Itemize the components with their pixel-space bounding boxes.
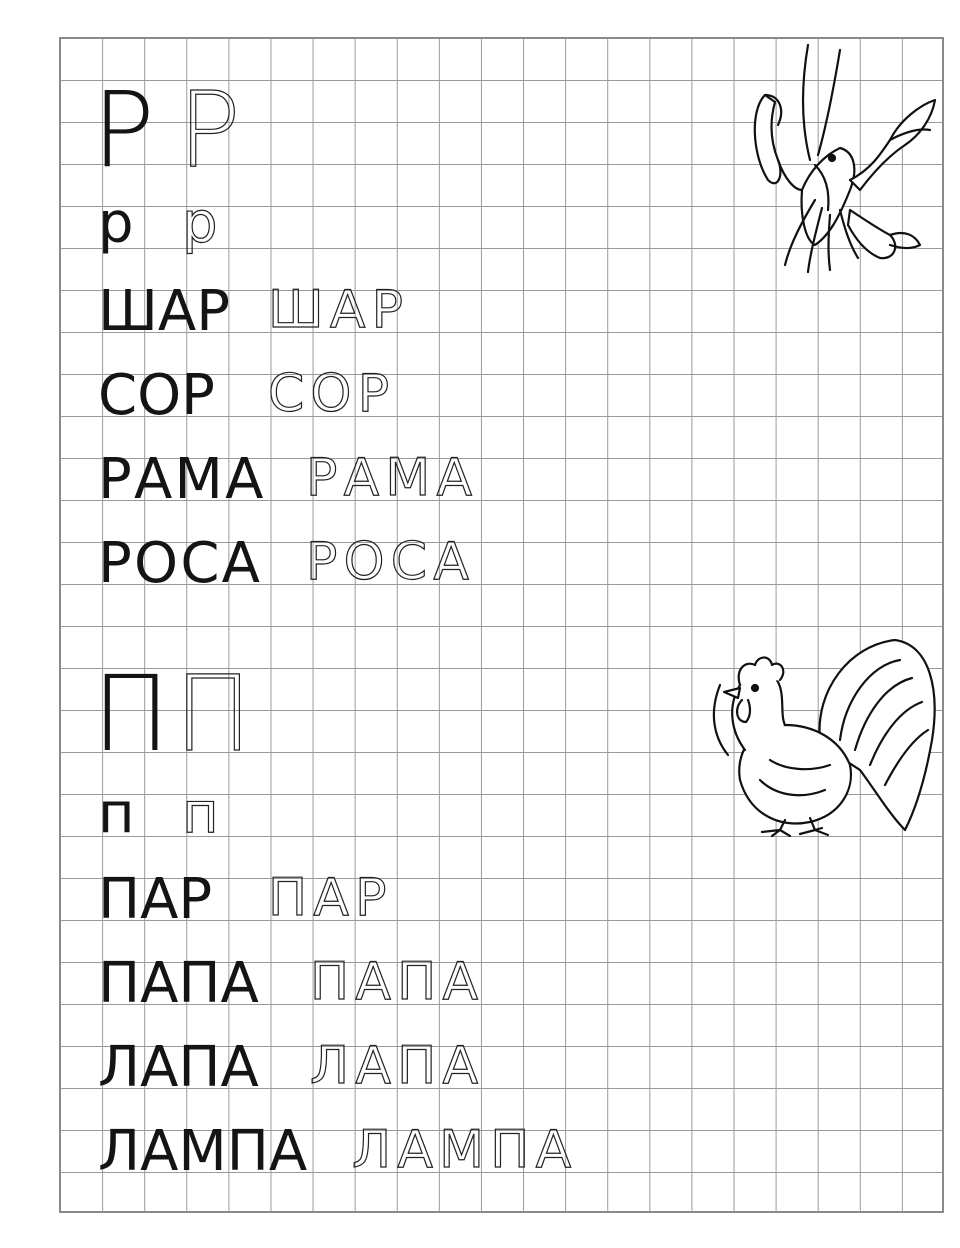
example-word-shar: ШАР — [98, 279, 230, 344]
example-word-par: ПАР — [98, 867, 213, 932]
example-word-papa: ПАПА — [98, 951, 259, 1016]
trace-word-lampa[interactable]: ЛАМПА — [352, 1120, 578, 1180]
example-word-sor: СОР — [98, 363, 215, 428]
example-word-rama: РАМА — [98, 447, 266, 512]
trace-letter-r-lower[interactable]: р — [182, 191, 225, 256]
trace-word-papa[interactable]: ПАПА — [310, 952, 485, 1012]
example-letter-p-lower: п — [98, 781, 135, 846]
crayfish-illustration — [740, 40, 940, 275]
trace-letter-p-lower[interactable]: п — [182, 781, 226, 846]
trace-word-shar[interactable]: ШАР — [268, 280, 410, 340]
example-letter-r-lower: р — [98, 191, 134, 256]
trace-word-rama[interactable]: РАМА — [306, 448, 479, 508]
example-letter-r-upper: Р — [92, 69, 155, 191]
trace-letter-r-upper[interactable]: Р — [178, 69, 254, 191]
trace-word-sor[interactable]: СОР — [268, 364, 396, 424]
example-word-lampa: ЛАМПА — [98, 1119, 308, 1184]
trace-word-par[interactable]: ПАР — [268, 868, 393, 928]
trace-word-lapa[interactable]: ЛАПА — [310, 1036, 485, 1096]
rooster-illustration — [700, 630, 945, 840]
example-word-rosa: РОСА — [98, 531, 263, 596]
example-letter-p-upper: П — [92, 653, 171, 775]
example-word-lapa: ЛАПА — [98, 1035, 259, 1100]
trace-word-rosa[interactable]: РОСА — [306, 532, 476, 592]
trace-letter-p-upper[interactable]: П — [174, 653, 265, 775]
